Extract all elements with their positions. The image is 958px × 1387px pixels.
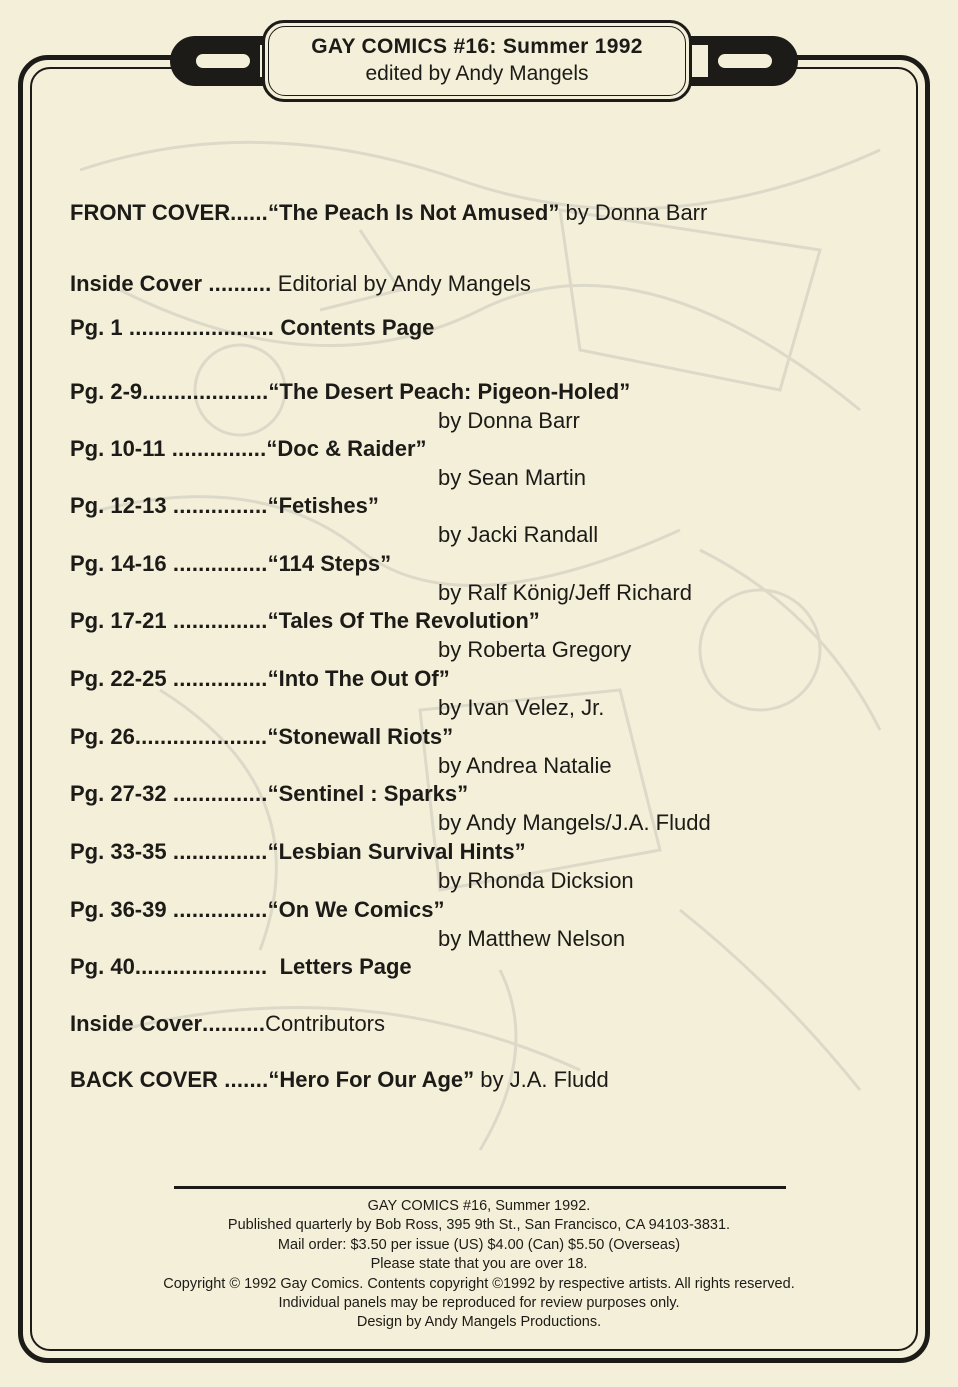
issue-title: GAY COMICS #16: Summer 1992 bbox=[311, 35, 643, 58]
entry-leader-dots: ............... bbox=[166, 551, 268, 576]
entry-title: “Hero For Our Age” bbox=[268, 1067, 475, 1092]
entry-byline: Contributors bbox=[265, 1011, 386, 1036]
footer-mail-order-line: Mail order: $3.50 per issue (US) $4.00 (Can) $5.50 (Overseas) bbox=[277, 1236, 681, 1253]
entry-title: “On We Comics” bbox=[267, 897, 445, 922]
entry-byline: by Andy Mangels/J.A. Fludd bbox=[438, 810, 711, 835]
entry-byline: by Matthew Nelson bbox=[438, 926, 626, 951]
entry-page-label: Pg. 17-21 bbox=[70, 608, 167, 633]
contents-entry bbox=[70, 839, 526, 865]
contents-entry bbox=[70, 551, 391, 577]
entry-page-label: BACK COVER bbox=[70, 1067, 218, 1092]
entry-page-label: Pg. 36-39 bbox=[70, 897, 167, 922]
contents-entry bbox=[70, 493, 379, 519]
footer-publisher-line: Published quarterly by Bob Ross, 395 9th St., San Francisco, CA 94103-3831. bbox=[227, 1217, 731, 1234]
title-plate bbox=[268, 26, 686, 96]
footer-copyright-line: Copyright © 1992 Gay Comics. Contents copyright ©1992 by respective artists. All rights reserved. bbox=[163, 1275, 795, 1292]
entry-byline: by Sean Martin bbox=[438, 465, 586, 490]
contents-entry bbox=[70, 436, 427, 462]
entry-title: “Stonewall Riots” bbox=[267, 724, 454, 749]
entry-leader-dots: ..................... bbox=[134, 954, 268, 979]
contents-entry bbox=[70, 608, 540, 634]
entry-title: “Sentinel : Sparks” bbox=[267, 781, 469, 806]
entry-title: “Into The Out Of” bbox=[267, 666, 450, 691]
entry-title: Contents Page bbox=[280, 315, 435, 340]
entry-page-label: FRONT COVER bbox=[70, 200, 231, 225]
entry-byline: by Ralf König/Jeff Richard bbox=[438, 580, 692, 605]
entry-leader-dots: ............... bbox=[166, 608, 268, 633]
entry-title: “114 Steps” bbox=[267, 551, 392, 576]
entry-byline: by J.A. Fludd bbox=[474, 1067, 609, 1092]
entry-title: “Lesbian Survival Hints” bbox=[267, 839, 526, 864]
entry-byline: by Jacki Randall bbox=[438, 522, 599, 547]
entry-leader-dots: ............... bbox=[166, 897, 268, 922]
entry-byline: by Ivan Velez, Jr. bbox=[438, 695, 605, 720]
entry-byline: by Rhonda Dicksion bbox=[438, 868, 634, 893]
entry-leader-dots: ....... bbox=[217, 1067, 269, 1092]
entry-leader-dots: .......... bbox=[202, 1011, 266, 1036]
entry-leader-dots: ............... bbox=[166, 839, 268, 864]
entry-page-label: Pg. 40 bbox=[70, 954, 135, 979]
footer-rule bbox=[174, 1186, 786, 1189]
entry-byline: Editorial by Andy Mangels bbox=[277, 271, 531, 296]
entry-page-label: Pg. 12-13 bbox=[70, 493, 167, 518]
entry-leader-dots: ............... bbox=[166, 666, 268, 691]
footer-issue-line: GAY COMICS #16, Summer 1992. bbox=[367, 1198, 591, 1214]
entry-page-label: Pg. 26 bbox=[70, 724, 135, 749]
contents-entry bbox=[70, 200, 707, 226]
entry-page-label: Pg. 1 bbox=[70, 315, 123, 340]
footer-review-line: Individual panels may be reproduced for review purposes only. bbox=[278, 1295, 680, 1312]
entry-page-label: Pg. 14-16 bbox=[70, 551, 167, 576]
entry-page-label: Pg. 27-32 bbox=[70, 781, 167, 806]
entry-leader-dots: ............... bbox=[166, 493, 268, 518]
entry-page-label: Pg. 22-25 bbox=[70, 666, 167, 691]
entry-byline: by Donna Barr bbox=[438, 408, 580, 433]
entry-page-label: Pg. 33-35 bbox=[70, 839, 167, 864]
contents-entry bbox=[70, 781, 468, 807]
editor-credit: edited by Andy Mangels bbox=[365, 62, 589, 85]
contents-entry bbox=[70, 666, 450, 692]
entry-title: “Doc & Raider” bbox=[266, 436, 427, 461]
entry-byline: by Roberta Gregory bbox=[438, 637, 632, 662]
entry-page-label: Inside Cover bbox=[70, 271, 203, 296]
entry-title: Letters Page bbox=[267, 954, 412, 979]
entry-title: “Fetishes” bbox=[267, 493, 379, 518]
entry-byline: by Andrea Natalie bbox=[438, 753, 612, 778]
entry-leader-dots: .......... bbox=[202, 271, 278, 296]
footer-age-line: Please state that you are over 18. bbox=[370, 1256, 588, 1273]
contents-entry bbox=[70, 1011, 385, 1037]
contents-entry bbox=[70, 379, 630, 405]
entry-title: “The Peach Is Not Amused” bbox=[268, 200, 560, 225]
entry-byline: by Donna Barr bbox=[559, 200, 708, 225]
contents-entry bbox=[70, 1067, 609, 1093]
entry-page-label: Inside Cover bbox=[70, 1011, 203, 1036]
entry-leader-dots: ....................... bbox=[122, 315, 281, 340]
entry-title: “Tales Of The Revolution” bbox=[267, 608, 540, 633]
entry-leader-dots: ............... bbox=[166, 781, 268, 806]
entry-leader-dots: ..................... bbox=[134, 724, 268, 749]
contents-entry bbox=[70, 271, 531, 297]
entry-page-label: Pg. 2-9 bbox=[70, 379, 143, 404]
entry-leader-dots: ...... bbox=[230, 200, 268, 225]
contents-entry bbox=[70, 315, 434, 341]
publication-info bbox=[0, 1197, 958, 1333]
contents-entry bbox=[70, 897, 444, 923]
contents-entry bbox=[70, 724, 453, 750]
entry-title: “The Desert Peach: Pigeon-Holed” bbox=[268, 379, 631, 404]
entry-page-label: Pg. 10-11 bbox=[70, 436, 166, 461]
entry-leader-dots: ............... bbox=[165, 436, 267, 461]
footer-design-line: Design by Andy Mangels Productions. bbox=[356, 1314, 602, 1331]
contents-entry bbox=[70, 954, 412, 980]
entry-leader-dots: .................... bbox=[142, 379, 269, 404]
